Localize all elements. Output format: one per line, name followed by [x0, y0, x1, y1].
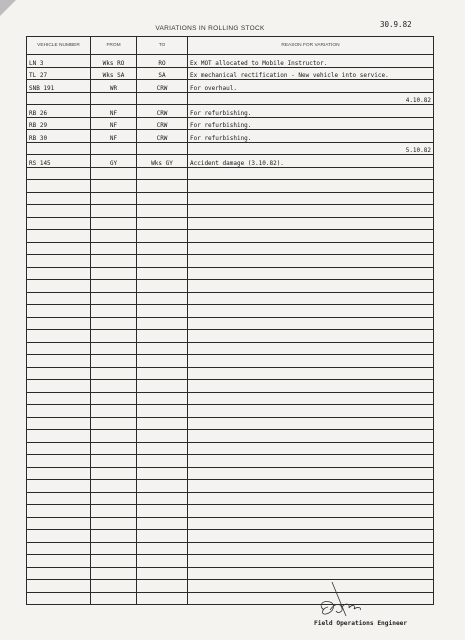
- empty-cell: [137, 217, 188, 230]
- blank-row: [27, 567, 434, 580]
- blank-row: [27, 392, 434, 405]
- empty-cell: [188, 342, 434, 355]
- document-title: VARIATIONS IN ROLLING STOCK: [155, 25, 265, 32]
- empty-cell: [91, 580, 137, 593]
- blank-row: [27, 367, 434, 380]
- empty-cell: [91, 567, 137, 580]
- empty-cell: [188, 455, 434, 468]
- empty-cell: [137, 267, 188, 280]
- empty-cell: [188, 492, 434, 505]
- folded-corner: [0, 0, 16, 16]
- empty-cell: [137, 492, 188, 505]
- to-cell: SA: [137, 67, 188, 80]
- empty-cell: [27, 167, 91, 180]
- reason-cell: Ex MOT allocated to Mobile Instructor.: [188, 55, 434, 68]
- header-from: FROM: [91, 37, 137, 55]
- empty-cell: [27, 230, 91, 243]
- empty-cell: [137, 355, 188, 368]
- blank-row: [27, 517, 434, 530]
- empty-cell: [137, 280, 188, 293]
- empty-cell: [27, 405, 91, 418]
- empty-cell: [27, 267, 91, 280]
- empty-cell: [137, 292, 188, 305]
- empty-cell: [91, 292, 137, 305]
- empty-cell: [188, 205, 434, 218]
- from-cell: Wks RO: [91, 55, 137, 68]
- table-header-row: [27, 37, 434, 55]
- empty-cell: [91, 167, 137, 180]
- empty-cell: [27, 205, 91, 218]
- empty-cell: [188, 317, 434, 330]
- blank-row: [27, 180, 434, 193]
- to-cell: CRW: [137, 105, 188, 118]
- from-cell: NF: [91, 105, 137, 118]
- empty-cell: [188, 242, 434, 255]
- table-row: [27, 130, 434, 143]
- empty-cell: [188, 417, 434, 430]
- blank-row: [27, 455, 434, 468]
- empty-cell: [91, 405, 137, 418]
- empty-cell: [27, 180, 91, 193]
- empty-cell: [137, 255, 188, 268]
- empty-cell: [188, 530, 434, 543]
- empty-cell: [188, 217, 434, 230]
- from-cell: NF: [91, 130, 137, 143]
- blank-row: [27, 480, 434, 493]
- empty-cell: [188, 442, 434, 455]
- empty-cell: [27, 492, 91, 505]
- blank-row: [27, 330, 434, 343]
- empty-cell: [27, 467, 91, 480]
- empty-cell: [91, 542, 137, 555]
- to-cell: Wks GY: [137, 155, 188, 168]
- vehicle-number-cell: SNB 191: [27, 80, 91, 93]
- document-date: 30.9.82: [380, 20, 412, 29]
- empty-cell: [188, 230, 434, 243]
- blank-row: [27, 205, 434, 218]
- reason-cell: For refurbishing.: [188, 130, 434, 143]
- from-cell: WR: [91, 80, 137, 93]
- empty-cell: [27, 342, 91, 355]
- empty-cell: [91, 392, 137, 405]
- empty-cell: [91, 305, 137, 318]
- empty-cell: [91, 192, 137, 205]
- empty-cell: [188, 167, 434, 180]
- table-row: [27, 105, 434, 118]
- to-cell: CRW: [137, 117, 188, 130]
- empty-cell: [137, 430, 188, 443]
- empty-cell: [27, 242, 91, 255]
- empty-cell: [91, 442, 137, 455]
- empty-cell: [188, 392, 434, 405]
- empty-cell: [188, 367, 434, 380]
- empty-cell: [91, 555, 137, 568]
- empty-cell: [137, 442, 188, 455]
- empty-cell: [188, 292, 434, 305]
- empty-cell: [91, 530, 137, 543]
- empty-cell: [137, 417, 188, 430]
- reason-cell: Accident damage (3.10.82).: [188, 155, 434, 168]
- empty-cell: [188, 517, 434, 530]
- table-body: [27, 55, 434, 605]
- to-cell: CRW: [137, 130, 188, 143]
- empty-cell: [137, 367, 188, 380]
- empty-cell: [27, 505, 91, 518]
- variations-table: [26, 36, 434, 605]
- empty-cell: [91, 217, 137, 230]
- empty-cell: [188, 555, 434, 568]
- blank-row: [27, 442, 434, 455]
- empty-cell: [188, 480, 434, 493]
- empty-cell: [137, 167, 188, 180]
- vehicle-number-cell: RB 26: [27, 105, 91, 118]
- empty-cell: [137, 592, 188, 605]
- from-cell: GY: [91, 155, 137, 168]
- blank-row: [27, 267, 434, 280]
- empty-cell: [188, 567, 434, 580]
- empty-cell: [137, 142, 188, 155]
- empty-cell: [91, 142, 137, 155]
- signatory-title: Field Operations Engineer: [314, 620, 408, 627]
- empty-cell: [188, 380, 434, 393]
- empty-cell: [91, 505, 137, 518]
- empty-cell: [27, 567, 91, 580]
- empty-cell: [137, 380, 188, 393]
- empty-cell: [137, 92, 188, 105]
- empty-cell: [137, 392, 188, 405]
- blank-row: [27, 530, 434, 543]
- blank-row: [27, 555, 434, 568]
- empty-cell: [27, 292, 91, 305]
- blank-row: [27, 405, 434, 418]
- reason-cell: For refurbishing.: [188, 117, 434, 130]
- header-reason: REASON FOR VARIATION: [188, 37, 434, 55]
- empty-cell: [91, 467, 137, 480]
- empty-cell: [91, 592, 137, 605]
- table-row: [27, 155, 434, 168]
- empty-cell: [27, 92, 91, 105]
- reason-cell: For refurbishing.: [188, 105, 434, 118]
- blank-row: [27, 380, 434, 393]
- empty-cell: [91, 492, 137, 505]
- empty-cell: [137, 555, 188, 568]
- empty-cell: [188, 305, 434, 318]
- empty-cell: [137, 542, 188, 555]
- to-cell: CRW: [137, 80, 188, 93]
- header-to: TO: [137, 37, 188, 55]
- empty-cell: [27, 480, 91, 493]
- table-row: [27, 80, 434, 93]
- empty-cell: [137, 530, 188, 543]
- empty-cell: [137, 517, 188, 530]
- table-row: [27, 117, 434, 130]
- empty-cell: [137, 567, 188, 580]
- empty-cell: [27, 430, 91, 443]
- empty-cell: [27, 555, 91, 568]
- date-label: 5.10.82: [188, 142, 434, 155]
- empty-cell: [91, 280, 137, 293]
- empty-cell: [27, 442, 91, 455]
- empty-cell: [27, 255, 91, 268]
- empty-cell: [27, 142, 91, 155]
- reason-cell: Ex mechanical rectification - New vehicle into service.: [188, 67, 434, 80]
- empty-cell: [27, 367, 91, 380]
- vehicle-number-cell: RB 29: [27, 117, 91, 130]
- vehicle-number-cell: TL 27: [27, 67, 91, 80]
- empty-cell: [27, 280, 91, 293]
- blank-row: [27, 305, 434, 318]
- blank-row: [27, 430, 434, 443]
- blank-row: [27, 230, 434, 243]
- empty-cell: [91, 342, 137, 355]
- empty-cell: [91, 430, 137, 443]
- blank-row: [27, 342, 434, 355]
- empty-cell: [27, 192, 91, 205]
- empty-cell: [137, 305, 188, 318]
- blank-row: [27, 505, 434, 518]
- empty-cell: [137, 455, 188, 468]
- empty-cell: [188, 355, 434, 368]
- empty-cell: [91, 180, 137, 193]
- empty-cell: [27, 580, 91, 593]
- empty-cell: [137, 242, 188, 255]
- empty-cell: [137, 467, 188, 480]
- empty-cell: [137, 180, 188, 193]
- empty-cell: [27, 530, 91, 543]
- vehicle-number-cell: LN 3: [27, 55, 91, 68]
- empty-cell: [188, 542, 434, 555]
- empty-cell: [188, 592, 434, 605]
- empty-cell: [188, 505, 434, 518]
- empty-cell: [188, 280, 434, 293]
- blank-row: [27, 317, 434, 330]
- empty-cell: [27, 317, 91, 330]
- empty-cell: [91, 255, 137, 268]
- empty-cell: [188, 192, 434, 205]
- blank-row: [27, 542, 434, 555]
- empty-cell: [91, 417, 137, 430]
- empty-cell: [137, 205, 188, 218]
- vehicle-number-cell: RB 30: [27, 130, 91, 143]
- empty-cell: [137, 230, 188, 243]
- empty-cell: [91, 330, 137, 343]
- empty-cell: [137, 342, 188, 355]
- empty-cell: [91, 267, 137, 280]
- empty-cell: [27, 380, 91, 393]
- table-row: [27, 55, 434, 68]
- empty-cell: [27, 455, 91, 468]
- empty-cell: [188, 405, 434, 418]
- empty-cell: [27, 305, 91, 318]
- empty-cell: [27, 355, 91, 368]
- empty-cell: [27, 517, 91, 530]
- empty-cell: [91, 367, 137, 380]
- blank-row: [27, 217, 434, 230]
- empty-cell: [188, 180, 434, 193]
- empty-cell: [137, 405, 188, 418]
- empty-cell: [91, 455, 137, 468]
- empty-cell: [27, 330, 91, 343]
- date-separator-row: [27, 92, 434, 105]
- empty-cell: [188, 430, 434, 443]
- empty-cell: [188, 467, 434, 480]
- blank-row: [27, 492, 434, 505]
- from-cell: Wks SA: [91, 67, 137, 80]
- empty-cell: [188, 580, 434, 593]
- empty-cell: [27, 392, 91, 405]
- empty-cell: [91, 230, 137, 243]
- blank-row: [27, 355, 434, 368]
- empty-cell: [91, 517, 137, 530]
- date-label: 4.10.82: [188, 92, 434, 105]
- header-vehicle-number: VEHICLE NUMBER: [27, 37, 91, 55]
- blank-row: [27, 242, 434, 255]
- empty-cell: [27, 417, 91, 430]
- empty-cell: [91, 380, 137, 393]
- empty-cell: [137, 480, 188, 493]
- empty-cell: [91, 480, 137, 493]
- empty-cell: [137, 505, 188, 518]
- empty-cell: [27, 217, 91, 230]
- empty-cell: [188, 267, 434, 280]
- blank-row: [27, 192, 434, 205]
- empty-cell: [137, 580, 188, 593]
- reason-cell: For overhaul.: [188, 80, 434, 93]
- blank-row: [27, 280, 434, 293]
- empty-cell: [91, 317, 137, 330]
- empty-cell: [27, 542, 91, 555]
- empty-cell: [137, 317, 188, 330]
- empty-cell: [137, 330, 188, 343]
- blank-row: [27, 467, 434, 480]
- table-row: [27, 67, 434, 80]
- empty-cell: [188, 330, 434, 343]
- blank-row: [27, 167, 434, 180]
- from-cell: NF: [91, 117, 137, 130]
- empty-cell: [188, 255, 434, 268]
- empty-cell: [137, 192, 188, 205]
- empty-cell: [91, 205, 137, 218]
- to-cell: RO: [137, 55, 188, 68]
- vehicle-number-cell: RS 145: [27, 155, 91, 168]
- blank-row: [27, 292, 434, 305]
- empty-cell: [91, 92, 137, 105]
- empty-cell: [91, 355, 137, 368]
- date-separator-row: [27, 142, 434, 155]
- blank-row: [27, 417, 434, 430]
- blank-row: [27, 255, 434, 268]
- empty-cell: [91, 242, 137, 255]
- empty-cell: [27, 592, 91, 605]
